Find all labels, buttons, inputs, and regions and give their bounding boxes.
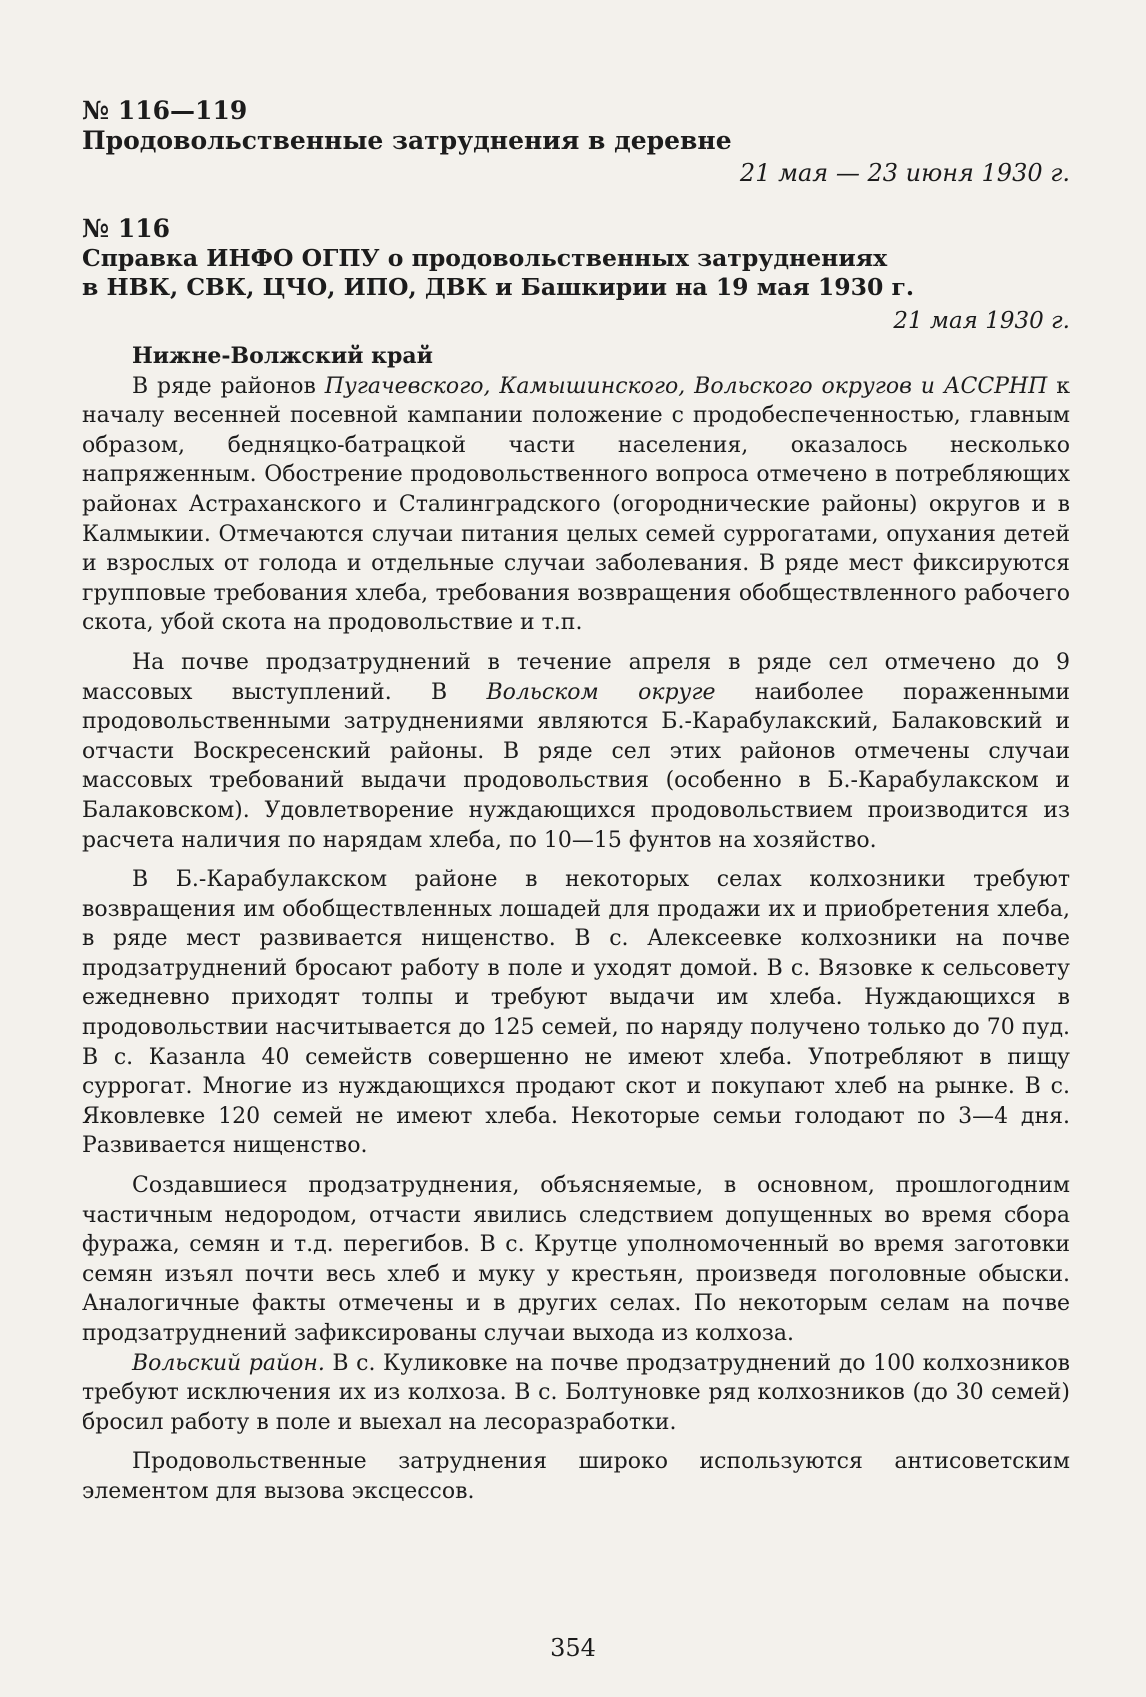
document-date: 21 мая 1930 г. xyxy=(893,308,1070,334)
paragraph-6: Продовольственные затруднения широко используются антисоветским элементом для вызова эксцессов. xyxy=(82,1449,1070,1504)
region-heading: Нижне-Волжский край xyxy=(132,343,433,369)
section-range: № 116—119 xyxy=(82,96,248,125)
paragraph-4: Создавшиеся продзатруднения, объясняемые, в основном, прошлогодним частичным недородом, отчасти явились следствием допущенных во время сбора фуража, семян и т.д. перегибов. В с. Крутце уполномоченный во время заготовки семян изъял почти весь хлеб и муку у крестьян, произведя поголовные обыски. Аналогичные факты отмечены и в других селах. По некоторым селам на почве продзатруднений зафиксированы случаи выхода из колхоза. xyxy=(82,1173,1070,1346)
paragraph-2-italic: Вольском округе xyxy=(486,679,716,705)
paragraph-1-lead: В ряде районов xyxy=(132,373,325,399)
paragraph-1 xyxy=(82,372,1070,638)
paragraph-2 xyxy=(82,648,1070,855)
page-body xyxy=(82,96,1070,1507)
section-title: Продовольственные затруднения в деревне xyxy=(82,126,732,155)
paragraph-5 xyxy=(82,1349,1070,1438)
section-dates: 21 мая — 23 июня 1930 г. xyxy=(739,159,1070,187)
paragraph-3: В Б.-Карабулакском районе в некоторых селах колхозники требуют возвращения им обобществленных лошадей для продажи их и приобретения хлеба, в ряде мест развивается нищенство. В с. Алексеевке колхозники на почве продзатруднений бросают работу в поле и уходят домой. В с. Вязовке к сельсовету ежедневно приходят толпы и требуют выдачи им хлеба. Нуждающихся в продовольствии насчитывается до 125 семей, по наряду получено только до 70 пуд. В с. Казанла 40 семейств совершенно не имеют хлеба. Употребляют в пищу суррогат. Многие из нуждающихся продают скот и покупают хлеб на рынке. В с. Яковлевке 120 семей не имеют хлеба. Некоторые семьи голодают по 3—4 дня. Развивается нищенство. xyxy=(82,867,1070,1159)
paragraph-1-text: к началу весенней посевной кампании положение с продобеспеченностью, главным образом, бедняцко-батрацкой части населения, оказалось несколько напряженным. Обострение продовольственного вопроса отмечено в потребляющих районах Астраханского и Сталинградского (огороднические районы) округов и в Калмыкии. Отмечаются случаи питания целых семей суррогатами, опухания детей и взрослых от голода и отдельные случаи заболевания. В ряде мест фиксируются групповые требования хлеба, требования возвращения обобществленного рабочего скота, убой скота на продовольствие и т.п. xyxy=(82,373,1070,636)
paragraph-1-italic: Пугачевского, Камышинского, Вольского округов и АССРНП xyxy=(324,373,1048,399)
paragraph-5-text: В с. Куликовке на почве продзатруднений до 100 колхозников требуют исключения их из колхоза. В с. Болтуновке ряд колхозников (до 30 семей) бросил работу в поле и выехал на лесоразработки. xyxy=(82,1350,1070,1435)
document-title-line-2: в НВК, СВК, ЦЧО, ИПО, ДВК и Башкирии на 19 мая 1930 г. xyxy=(82,273,915,301)
document-title-line-1: Справка ИНФО ОГПУ о продовольственных затруднениях xyxy=(82,244,888,272)
page-number: 354 xyxy=(550,1634,596,1662)
paragraph-2-lead: На почве продзатруднений в течение апреля в ряде сел отмечено до 9 массовых выступлений. В xyxy=(82,649,1070,705)
document-number: № 116 xyxy=(82,214,171,243)
paragraph-2-text: наиболее пораженными продовольственными затруднениями являются Б.-Карабулакский, Балаковский и отчасти Воскресенский районы. В ряде сел этих районов отмечены случаи массовых требований выдачи продовольствия (особенно в Б.-Карабулакском и Балаковском). Удовлетворение нуждающихся продовольствием производится из расчета наличия по нарядам хлеба, по 10—15 фунтов на хозяйство. xyxy=(82,679,1070,853)
paragraph-5-italic: Вольский район. xyxy=(132,1350,325,1376)
